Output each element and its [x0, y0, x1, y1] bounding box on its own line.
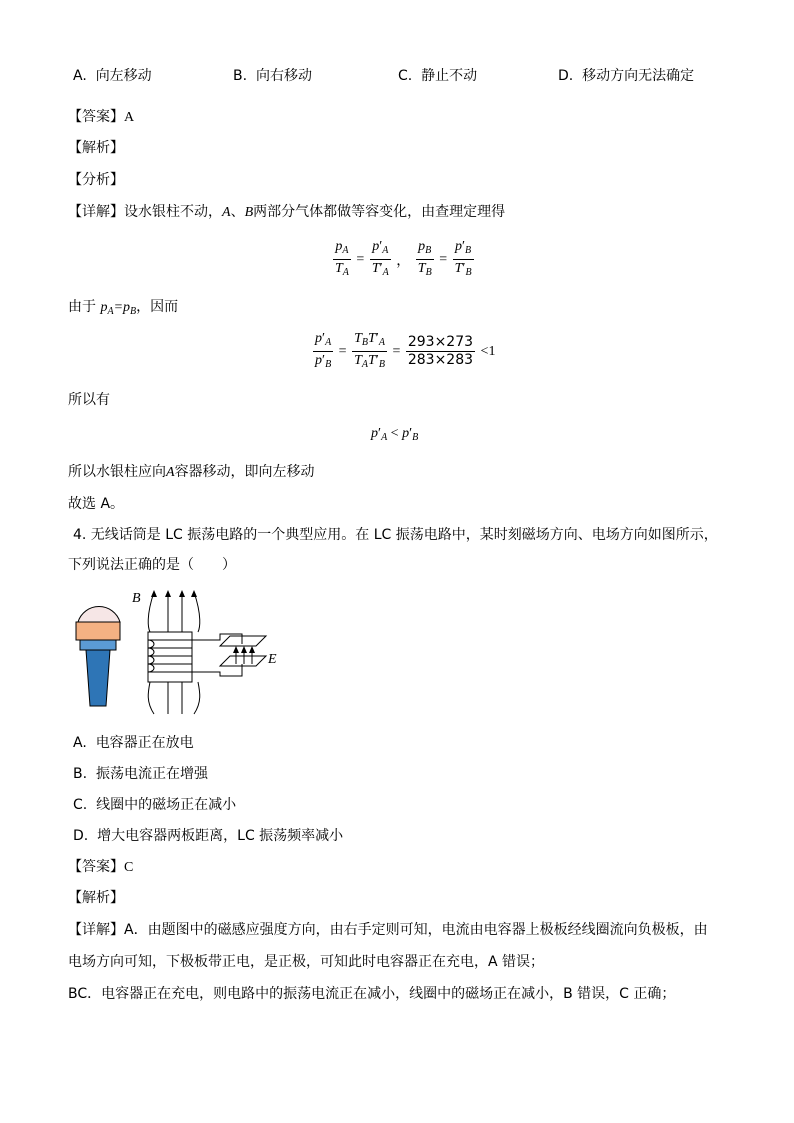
charles-law-equation: $\frac{p_A}{T_A}$ = $\frac{p'_A}{T'_A}$ ， $\frac{p_B}{T_B}$ = $\frac{p'_B}{T'_B}$: [335, 239, 472, 278]
conclusion-line: 所以水银柱应向A容器移动，即向左移动: [68, 464, 315, 480]
option-d: D. 移动方向无法确定: [558, 68, 695, 84]
field-e-label: E: [268, 652, 277, 667]
field-b-label: B: [132, 591, 141, 606]
q4-detail-line1: 【详解】A．由题图中的磁感应强度方向，由右手定则可知，电流由电容器上极板经线圈流向负极板，由: [68, 922, 708, 938]
q4-option-a: A. 电容器正在放电: [73, 735, 194, 751]
q3-analysis-label: 【解析】: [68, 140, 124, 156]
q4-detail-line2: 电场方向可知，下极板带正电，是正极，可知此时电容器正在充电，A 错误；: [68, 954, 545, 970]
q3-fenxi-label: 【分析】: [68, 172, 124, 188]
q3-answer: 【答案】A: [68, 109, 135, 125]
so-have-line: 所以有: [68, 392, 110, 408]
q4-stem-line1: 4. 无线话筒是 LC 振荡电路的一个典型应用。在 LC 振荡电路中，某时刻磁场方向、电场方向如图所示，: [73, 527, 718, 543]
q4-option-c: C. 线圈中的磁场正在减小: [73, 797, 237, 813]
ratio-equation: $\frac{p'_A}{p'_B}$ = $\frac{T_BT'_A}{T_AT'_B}$ = $\frac{293\times 273}{283\times 283}$ <1: [315, 331, 496, 370]
q4-stem-line2: 下列说法正确的是（ ）: [68, 557, 236, 573]
q4-detail-line3: BC．电容器正在充电，则电路中的振荡电流正在减小，线圈中的磁场正在减小，B 错误，C 正确；: [68, 986, 676, 1002]
option-b: B. 向右移动: [233, 68, 312, 84]
choose-line: 故选 A。: [68, 496, 125, 512]
option-a: A. 向左移动: [73, 68, 152, 84]
q4-analysis-label: 【解析】: [68, 890, 124, 906]
lc-circuit-figure: [70, 588, 290, 720]
q4-option-b: B. 振荡电流正在增强: [73, 766, 208, 782]
inequality: $p'_A < p'_B$: [371, 426, 419, 443]
q3-detail-line: 【详解】设水银柱不动，A、B两部分气体都做等容变化，由查理定理得: [68, 204, 506, 220]
microphone-icon: [76, 607, 120, 706]
q4-answer: 【答案】C: [68, 859, 134, 875]
since-line: 由于 $p_A=p_B$，因而: [68, 299, 179, 317]
option-c: C. 静止不动: [398, 68, 478, 84]
q4-option-d: D. 增大电容器两板距离，LC 振荡频率减小: [73, 828, 344, 844]
